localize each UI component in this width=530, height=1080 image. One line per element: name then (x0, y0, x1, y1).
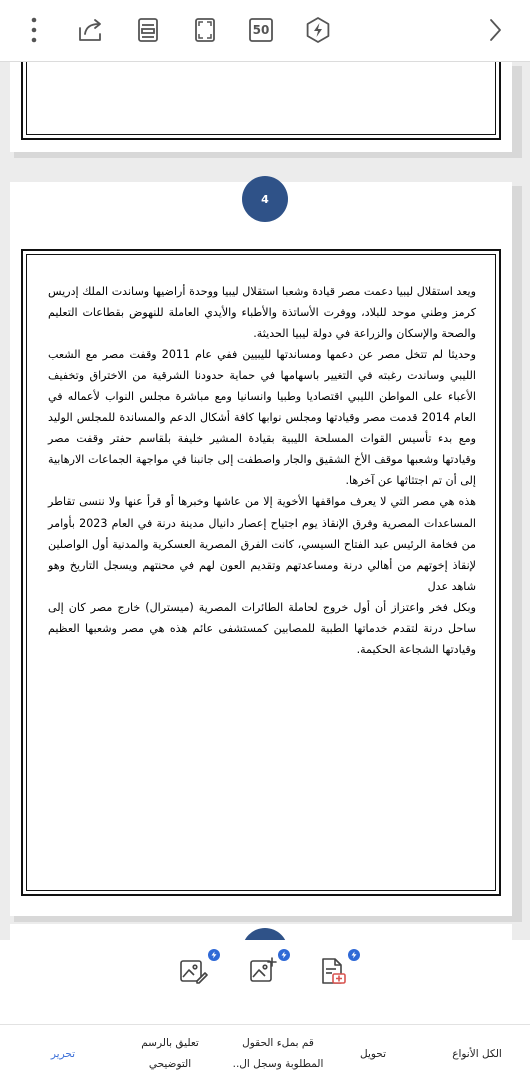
page-count-label: 50 (252, 23, 270, 37)
page-count-button[interactable] (246, 14, 276, 46)
page-border-inner (26, 62, 496, 135)
quick-actions-bar (0, 940, 530, 1024)
page-number-badge (242, 176, 288, 222)
nav-label: تحرير (50, 1047, 76, 1060)
nav-label: الكل الأنواع (452, 1047, 502, 1060)
nav-all-types[interactable] (430, 1031, 524, 1077)
bottom-navigation (0, 1024, 530, 1080)
premium-badge-icon (208, 949, 220, 961)
premium-badge-icon (278, 949, 290, 961)
nav-annotate-drawing[interactable] (124, 1031, 216, 1077)
paragraph: هذه هي مصر التي لا يعرف مواقفها الأخوية إلا من عاشها وخبرها أو قرأ عنها ولا ننسى تقاطر المساعدات المصرية وفرق الإنقاذ يوم اجتياح إعصار دانيال مدينة درنة في العام 2023 بأوامر من فخامة الرئيس عبد الفتاح السيسي، كانت الفرق المصرية العسكرية والمدنية أول الواصلين لإنقاذ إخوتهم من أهالي درنة ومساعدتهم وتقديم العون لهم في محنتهم ويسجل التاريخ وهو شاهد عدل (48, 495, 477, 593)
more-options-icon[interactable] (24, 14, 44, 46)
nav-label-line1: قم بملء الحقول (242, 1037, 314, 1049)
share-icon[interactable] (76, 14, 106, 46)
page-body-text (48, 281, 476, 660)
page-3-fragment (10, 62, 512, 152)
paragraph: ويعد استقلال ليبيا دعمت مصر قيادة وشعبا استقلال ليبيا ووحدة أراضيها وساندت الملك إدريس كرمز وطني موحد للبلاد، ووفرت الأساتذة والأطباء والأيدي العاملة للنهوض بقطاعات التعليم والصحة والإسكان والزراعة في دولة ليبيا الحديثة. (48, 285, 476, 341)
nav-label-line2: المطلوبة وسجل ال.. (232, 1058, 324, 1070)
nav-edit[interactable] (28, 1031, 98, 1077)
top-toolbar (0, 0, 530, 62)
nav-label-line1: تعليق بالرسم (141, 1037, 199, 1049)
paragraph: وحديثا لم تتخل مصر عن دعمها ومساندتها لليبيين ففي عام 2011 وقفت مصر مع الشعب الليبي وساندت رغبته في التغيير باسهامها في حماية حدودنا الشرقية من الاختراق وتخفيف الأعباء على المواطن الليبي اقتصاديا وطبيا وانسانيا ومع مباشرة مجلس النواب لأعماله في العام 2014 قدمت مصر وقيادتها ومجلس نوابها كافة أشكال الدعم والمساندة للمجلس الوليد ومع بدء تأسيس القوات المسلحة الليبية بقيادة المشير خليفة بلقاسم حفتر وقفت مصر وقيادتها وشعبها موقف الأخ الشقيق والجار واصطفت إلى جانبنا في مواجهة الجماعات الارهابية إلى أن تم اجتثاثها عن آخرها. (48, 348, 477, 488)
page-layout-icon[interactable] (134, 14, 162, 46)
image-add-icon[interactable] (248, 956, 282, 990)
page-number: 4 (261, 192, 269, 206)
chevron-right-icon[interactable] (484, 14, 506, 46)
ai-assistant-icon[interactable] (303, 14, 333, 46)
paragraph: وبكل فخر واعتزاز أن أول خروج لحاملة الطائرات المصرية (ميسترال) خارج مصر كان إلى ساحل درنة لتقدم خدماتها الطبية للمصابين كمستشفى عائم هذه هي مصر وشعبها العظيم وقيادتها الشجاعة الحكيمة. (48, 600, 476, 656)
nav-convert[interactable] (338, 1031, 408, 1077)
premium-badge-icon (348, 949, 360, 961)
fullscreen-icon[interactable] (191, 14, 219, 46)
nav-label-line2: التوضيحي (148, 1058, 192, 1070)
nav-label: تحويل (360, 1047, 386, 1060)
pdf-convert-icon[interactable] (318, 956, 352, 990)
nav-fill-fields[interactable] (222, 1031, 334, 1077)
image-edit-icon[interactable] (178, 956, 212, 990)
